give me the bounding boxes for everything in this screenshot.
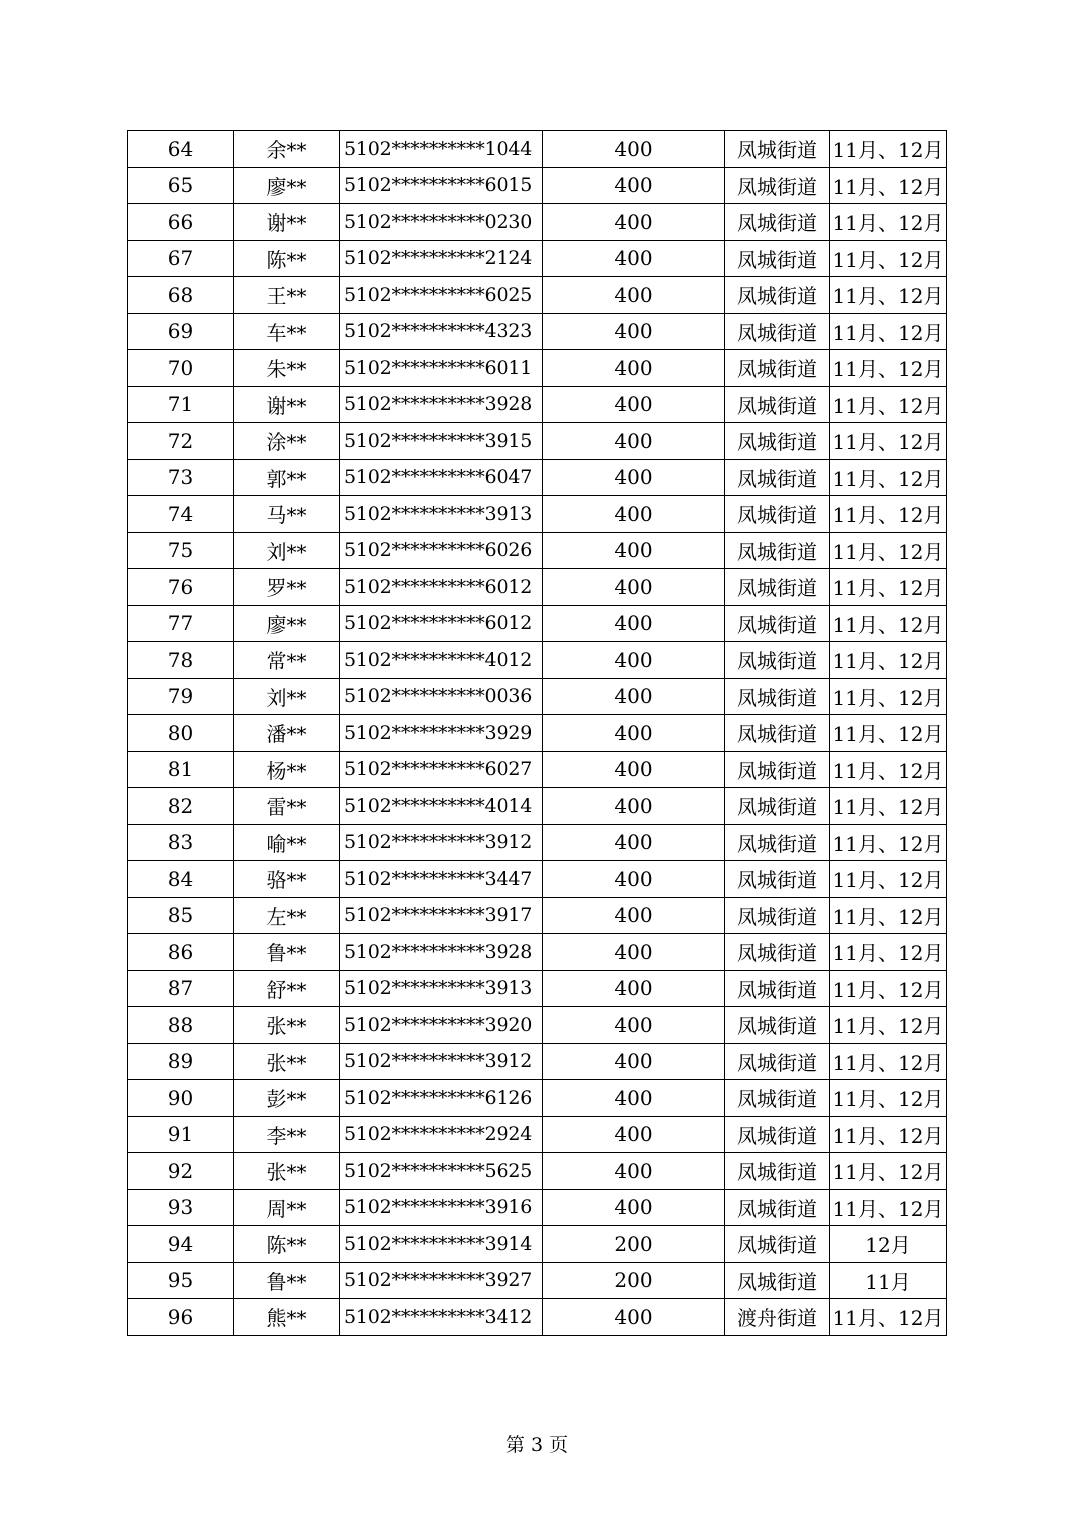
cell-months: 11月、12月 bbox=[830, 861, 947, 898]
cell-months: 11月、12月 bbox=[830, 934, 947, 971]
cell-street: 凤城街道 bbox=[725, 642, 830, 679]
cell-name: 舒** bbox=[234, 970, 340, 1007]
table-row bbox=[128, 751, 947, 788]
cell-months: 11月、12月 bbox=[830, 313, 947, 350]
cell-amount: 400 bbox=[543, 861, 725, 898]
cell-id-number: 5102**********2924 bbox=[340, 1116, 543, 1153]
cell-id-number: 5102**********6015 bbox=[340, 167, 543, 204]
cell-months: 11月、12月 bbox=[830, 277, 947, 314]
table-row bbox=[128, 423, 947, 460]
cell-number: 76 bbox=[128, 569, 234, 606]
cell-street: 凤城街道 bbox=[725, 1153, 830, 1190]
cell-id-number: 5102**********6027 bbox=[340, 751, 543, 788]
cell-number: 72 bbox=[128, 423, 234, 460]
cell-name: 鲁** bbox=[234, 1262, 340, 1299]
cell-id-number: 5102**********3447 bbox=[340, 861, 543, 898]
cell-amount: 200 bbox=[543, 1262, 725, 1299]
cell-number: 64 bbox=[128, 131, 234, 168]
cell-amount: 400 bbox=[543, 788, 725, 825]
cell-months: 11月、12月 bbox=[830, 1299, 947, 1336]
cell-name: 熊** bbox=[234, 1299, 340, 1336]
cell-months: 11月 bbox=[830, 1262, 947, 1299]
cell-amount: 400 bbox=[543, 751, 725, 788]
cell-name: 李** bbox=[234, 1116, 340, 1153]
roster-table bbox=[127, 130, 947, 1336]
cell-id-number: 5102**********6026 bbox=[340, 532, 543, 569]
cell-amount: 400 bbox=[543, 423, 725, 460]
table-row bbox=[128, 1116, 947, 1153]
table-row bbox=[128, 167, 947, 204]
cell-number: 96 bbox=[128, 1299, 234, 1336]
table-row bbox=[128, 605, 947, 642]
cell-id-number: 5102**********6025 bbox=[340, 277, 543, 314]
cell-amount: 400 bbox=[543, 642, 725, 679]
cell-id-number: 5102**********3927 bbox=[340, 1262, 543, 1299]
cell-months: 11月、12月 bbox=[830, 496, 947, 533]
cell-months: 11月、12月 bbox=[830, 715, 947, 752]
cell-id-number: 5102**********3916 bbox=[340, 1189, 543, 1226]
cell-name: 刘** bbox=[234, 532, 340, 569]
cell-months: 11月、12月 bbox=[830, 204, 947, 241]
cell-street: 凤城街道 bbox=[725, 459, 830, 496]
cell-id-number: 5102**********3917 bbox=[340, 897, 543, 934]
cell-name: 陈** bbox=[234, 1226, 340, 1263]
cell-months: 11月、12月 bbox=[830, 1080, 947, 1117]
cell-id-number: 5102**********3912 bbox=[340, 824, 543, 861]
table-row bbox=[128, 642, 947, 679]
cell-street: 凤城街道 bbox=[725, 715, 830, 752]
cell-id-number: 5102**********3928 bbox=[340, 386, 543, 423]
cell-months: 11月、12月 bbox=[830, 240, 947, 277]
cell-number: 84 bbox=[128, 861, 234, 898]
cell-number: 68 bbox=[128, 277, 234, 314]
cell-months: 11月、12月 bbox=[830, 423, 947, 460]
cell-number: 65 bbox=[128, 167, 234, 204]
table-row bbox=[128, 678, 947, 715]
cell-amount: 400 bbox=[543, 605, 725, 642]
cell-street: 凤城街道 bbox=[725, 678, 830, 715]
cell-street: 凤城街道 bbox=[725, 350, 830, 387]
cell-street: 凤城街道 bbox=[725, 897, 830, 934]
cell-street: 凤城街道 bbox=[725, 934, 830, 971]
cell-amount: 400 bbox=[543, 277, 725, 314]
cell-amount: 400 bbox=[543, 1080, 725, 1117]
cell-id-number: 5102**********3912 bbox=[340, 1043, 543, 1080]
cell-street: 凤城街道 bbox=[725, 970, 830, 1007]
cell-name: 郭** bbox=[234, 459, 340, 496]
cell-number: 86 bbox=[128, 934, 234, 971]
cell-name: 马** bbox=[234, 496, 340, 533]
cell-amount: 400 bbox=[543, 934, 725, 971]
cell-amount: 400 bbox=[543, 1299, 725, 1336]
cell-street: 凤城街道 bbox=[725, 605, 830, 642]
cell-name: 张** bbox=[234, 1153, 340, 1190]
cell-street: 凤城街道 bbox=[725, 532, 830, 569]
cell-amount: 400 bbox=[543, 167, 725, 204]
cell-id-number: 5102**********4014 bbox=[340, 788, 543, 825]
cell-name: 鲁** bbox=[234, 934, 340, 971]
cell-street: 凤城街道 bbox=[725, 1007, 830, 1044]
cell-name: 陈** bbox=[234, 240, 340, 277]
table-row bbox=[128, 131, 947, 168]
cell-months: 11月、12月 bbox=[830, 897, 947, 934]
cell-street: 凤城街道 bbox=[725, 496, 830, 533]
cell-months: 11月、12月 bbox=[830, 678, 947, 715]
table-row bbox=[128, 350, 947, 387]
cell-amount: 400 bbox=[543, 350, 725, 387]
cell-amount: 400 bbox=[543, 1116, 725, 1153]
cell-months: 11月、12月 bbox=[830, 788, 947, 825]
cell-id-number: 5102**********3913 bbox=[340, 496, 543, 533]
cell-amount: 400 bbox=[543, 496, 725, 533]
cell-id-number: 5102**********3913 bbox=[340, 970, 543, 1007]
cell-id-number: 5102**********0230 bbox=[340, 204, 543, 241]
cell-number: 77 bbox=[128, 605, 234, 642]
cell-street: 凤城街道 bbox=[725, 386, 830, 423]
table-row bbox=[128, 970, 947, 1007]
cell-name: 车** bbox=[234, 313, 340, 350]
table-row bbox=[128, 788, 947, 825]
cell-amount: 400 bbox=[543, 970, 725, 1007]
table-row bbox=[128, 204, 947, 241]
cell-number: 89 bbox=[128, 1043, 234, 1080]
table-row bbox=[128, 1189, 947, 1226]
cell-name: 雷** bbox=[234, 788, 340, 825]
cell-number: 67 bbox=[128, 240, 234, 277]
table-row bbox=[128, 1262, 947, 1299]
cell-street: 凤城街道 bbox=[725, 569, 830, 606]
cell-number: 88 bbox=[128, 1007, 234, 1044]
cell-number: 80 bbox=[128, 715, 234, 752]
cell-months: 11月、12月 bbox=[830, 167, 947, 204]
cell-id-number: 5102**********6011 bbox=[340, 350, 543, 387]
cell-street: 凤城街道 bbox=[725, 240, 830, 277]
cell-street: 凤城街道 bbox=[725, 1080, 830, 1117]
cell-id-number: 5102**********3412 bbox=[340, 1299, 543, 1336]
cell-name: 余** bbox=[234, 131, 340, 168]
cell-name: 喻** bbox=[234, 824, 340, 861]
cell-months: 11月、12月 bbox=[830, 824, 947, 861]
cell-name: 罗** bbox=[234, 569, 340, 606]
cell-name: 廖** bbox=[234, 605, 340, 642]
table-row bbox=[128, 824, 947, 861]
cell-street: 凤城街道 bbox=[725, 1262, 830, 1299]
cell-months: 11月、12月 bbox=[830, 1043, 947, 1080]
cell-amount: 400 bbox=[543, 1043, 725, 1080]
cell-id-number: 5102**********4012 bbox=[340, 642, 543, 679]
cell-name: 周** bbox=[234, 1189, 340, 1226]
cell-number: 74 bbox=[128, 496, 234, 533]
cell-street: 渡舟街道 bbox=[725, 1299, 830, 1336]
cell-name: 廖** bbox=[234, 167, 340, 204]
cell-id-number: 5102**********1044 bbox=[340, 131, 543, 168]
cell-id-number: 5102**********6012 bbox=[340, 605, 543, 642]
cell-id-number: 5102**********3914 bbox=[340, 1226, 543, 1263]
cell-id-number: 5102**********6047 bbox=[340, 459, 543, 496]
cell-amount: 400 bbox=[543, 240, 725, 277]
cell-street: 凤城街道 bbox=[725, 131, 830, 168]
table-row bbox=[128, 1153, 947, 1190]
cell-months: 11月、12月 bbox=[830, 1153, 947, 1190]
table-row bbox=[128, 1299, 947, 1336]
table-row bbox=[128, 386, 947, 423]
cell-name: 张** bbox=[234, 1043, 340, 1080]
cell-street: 凤城街道 bbox=[725, 861, 830, 898]
cell-name: 常** bbox=[234, 642, 340, 679]
cell-name: 左** bbox=[234, 897, 340, 934]
cell-number: 83 bbox=[128, 824, 234, 861]
cell-number: 70 bbox=[128, 350, 234, 387]
cell-street: 凤城街道 bbox=[725, 1116, 830, 1153]
table-row bbox=[128, 496, 947, 533]
cell-street: 凤城街道 bbox=[725, 423, 830, 460]
cell-street: 凤城街道 bbox=[725, 1189, 830, 1226]
cell-street: 凤城街道 bbox=[725, 824, 830, 861]
cell-amount: 400 bbox=[543, 824, 725, 861]
cell-street: 凤城街道 bbox=[725, 277, 830, 314]
cell-amount: 400 bbox=[543, 131, 725, 168]
table-row bbox=[128, 1007, 947, 1044]
cell-name: 王** bbox=[234, 277, 340, 314]
cell-street: 凤城街道 bbox=[725, 788, 830, 825]
cell-id-number: 5102**********3928 bbox=[340, 934, 543, 971]
cell-name: 张** bbox=[234, 1007, 340, 1044]
cell-amount: 400 bbox=[543, 897, 725, 934]
cell-name: 彭** bbox=[234, 1080, 340, 1117]
cell-street: 凤城街道 bbox=[725, 1043, 830, 1080]
table-row bbox=[128, 277, 947, 314]
cell-name: 潘** bbox=[234, 715, 340, 752]
table-row bbox=[128, 1080, 947, 1117]
cell-id-number: 5102**********0036 bbox=[340, 678, 543, 715]
cell-number: 69 bbox=[128, 313, 234, 350]
cell-months: 11月、12月 bbox=[830, 1189, 947, 1226]
cell-months: 11月、12月 bbox=[830, 1116, 947, 1153]
table-row bbox=[128, 934, 947, 971]
cell-amount: 400 bbox=[543, 715, 725, 752]
cell-id-number: 5102**********3915 bbox=[340, 423, 543, 460]
cell-number: 95 bbox=[128, 1262, 234, 1299]
cell-street: 凤城街道 bbox=[725, 751, 830, 788]
cell-months: 11月、12月 bbox=[830, 386, 947, 423]
cell-id-number: 5102**********4323 bbox=[340, 313, 543, 350]
cell-amount: 400 bbox=[543, 459, 725, 496]
cell-amount: 400 bbox=[543, 386, 725, 423]
cell-id-number: 5102**********3920 bbox=[340, 1007, 543, 1044]
cell-amount: 400 bbox=[543, 1153, 725, 1190]
table-row bbox=[128, 861, 947, 898]
cell-amount: 400 bbox=[543, 678, 725, 715]
cell-number: 92 bbox=[128, 1153, 234, 1190]
cell-amount: 400 bbox=[543, 204, 725, 241]
table-row bbox=[128, 715, 947, 752]
cell-number: 66 bbox=[128, 204, 234, 241]
cell-months: 11月、12月 bbox=[830, 350, 947, 387]
cell-number: 78 bbox=[128, 642, 234, 679]
cell-months: 11月、12月 bbox=[830, 532, 947, 569]
cell-months: 11月、12月 bbox=[830, 642, 947, 679]
cell-id-number: 5102**********2124 bbox=[340, 240, 543, 277]
cell-months: 11月、12月 bbox=[830, 970, 947, 1007]
cell-months: 11月、12月 bbox=[830, 1007, 947, 1044]
table-row bbox=[128, 897, 947, 934]
cell-months: 11月、12月 bbox=[830, 751, 947, 788]
cell-amount: 400 bbox=[543, 1007, 725, 1044]
cell-months: 12月 bbox=[830, 1226, 947, 1263]
cell-months: 11月、12月 bbox=[830, 131, 947, 168]
table-row bbox=[128, 532, 947, 569]
cell-id-number: 5102**********5625 bbox=[340, 1153, 543, 1190]
cell-months: 11月、12月 bbox=[830, 459, 947, 496]
table-row bbox=[128, 313, 947, 350]
cell-street: 凤城街道 bbox=[725, 204, 830, 241]
cell-name: 涂** bbox=[234, 423, 340, 460]
cell-street: 凤城街道 bbox=[725, 313, 830, 350]
roster-body bbox=[128, 131, 947, 1336]
cell-name: 谢** bbox=[234, 386, 340, 423]
cell-name: 刘** bbox=[234, 678, 340, 715]
table-row bbox=[128, 1043, 947, 1080]
table-row bbox=[128, 459, 947, 496]
cell-months: 11月、12月 bbox=[830, 605, 947, 642]
cell-number: 73 bbox=[128, 459, 234, 496]
cell-id-number: 5102**********6012 bbox=[340, 569, 543, 606]
cell-name: 朱** bbox=[234, 350, 340, 387]
cell-months: 11月、12月 bbox=[830, 569, 947, 606]
table-row bbox=[128, 240, 947, 277]
cell-number: 90 bbox=[128, 1080, 234, 1117]
cell-number: 82 bbox=[128, 788, 234, 825]
cell-amount: 400 bbox=[543, 569, 725, 606]
cell-amount: 400 bbox=[543, 532, 725, 569]
cell-number: 94 bbox=[128, 1226, 234, 1263]
cell-name: 谢** bbox=[234, 204, 340, 241]
page-number: 第 3 页 bbox=[505, 1434, 569, 1456]
cell-number: 85 bbox=[128, 897, 234, 934]
cell-street: 凤城街道 bbox=[725, 167, 830, 204]
cell-id-number: 5102**********6126 bbox=[340, 1080, 543, 1117]
cell-number: 91 bbox=[128, 1116, 234, 1153]
cell-number: 79 bbox=[128, 678, 234, 715]
cell-amount: 400 bbox=[543, 313, 725, 350]
table-row bbox=[128, 569, 947, 606]
table-row bbox=[128, 1226, 947, 1263]
cell-number: 71 bbox=[128, 386, 234, 423]
cell-number: 75 bbox=[128, 532, 234, 569]
cell-id-number: 5102**********3929 bbox=[340, 715, 543, 752]
cell-number: 93 bbox=[128, 1189, 234, 1226]
cell-name: 杨** bbox=[234, 751, 340, 788]
cell-amount: 400 bbox=[543, 1189, 725, 1226]
cell-street: 凤城街道 bbox=[725, 1226, 830, 1263]
cell-name: 骆** bbox=[234, 861, 340, 898]
cell-number: 87 bbox=[128, 970, 234, 1007]
cell-amount: 200 bbox=[543, 1226, 725, 1263]
cell-number: 81 bbox=[128, 751, 234, 788]
